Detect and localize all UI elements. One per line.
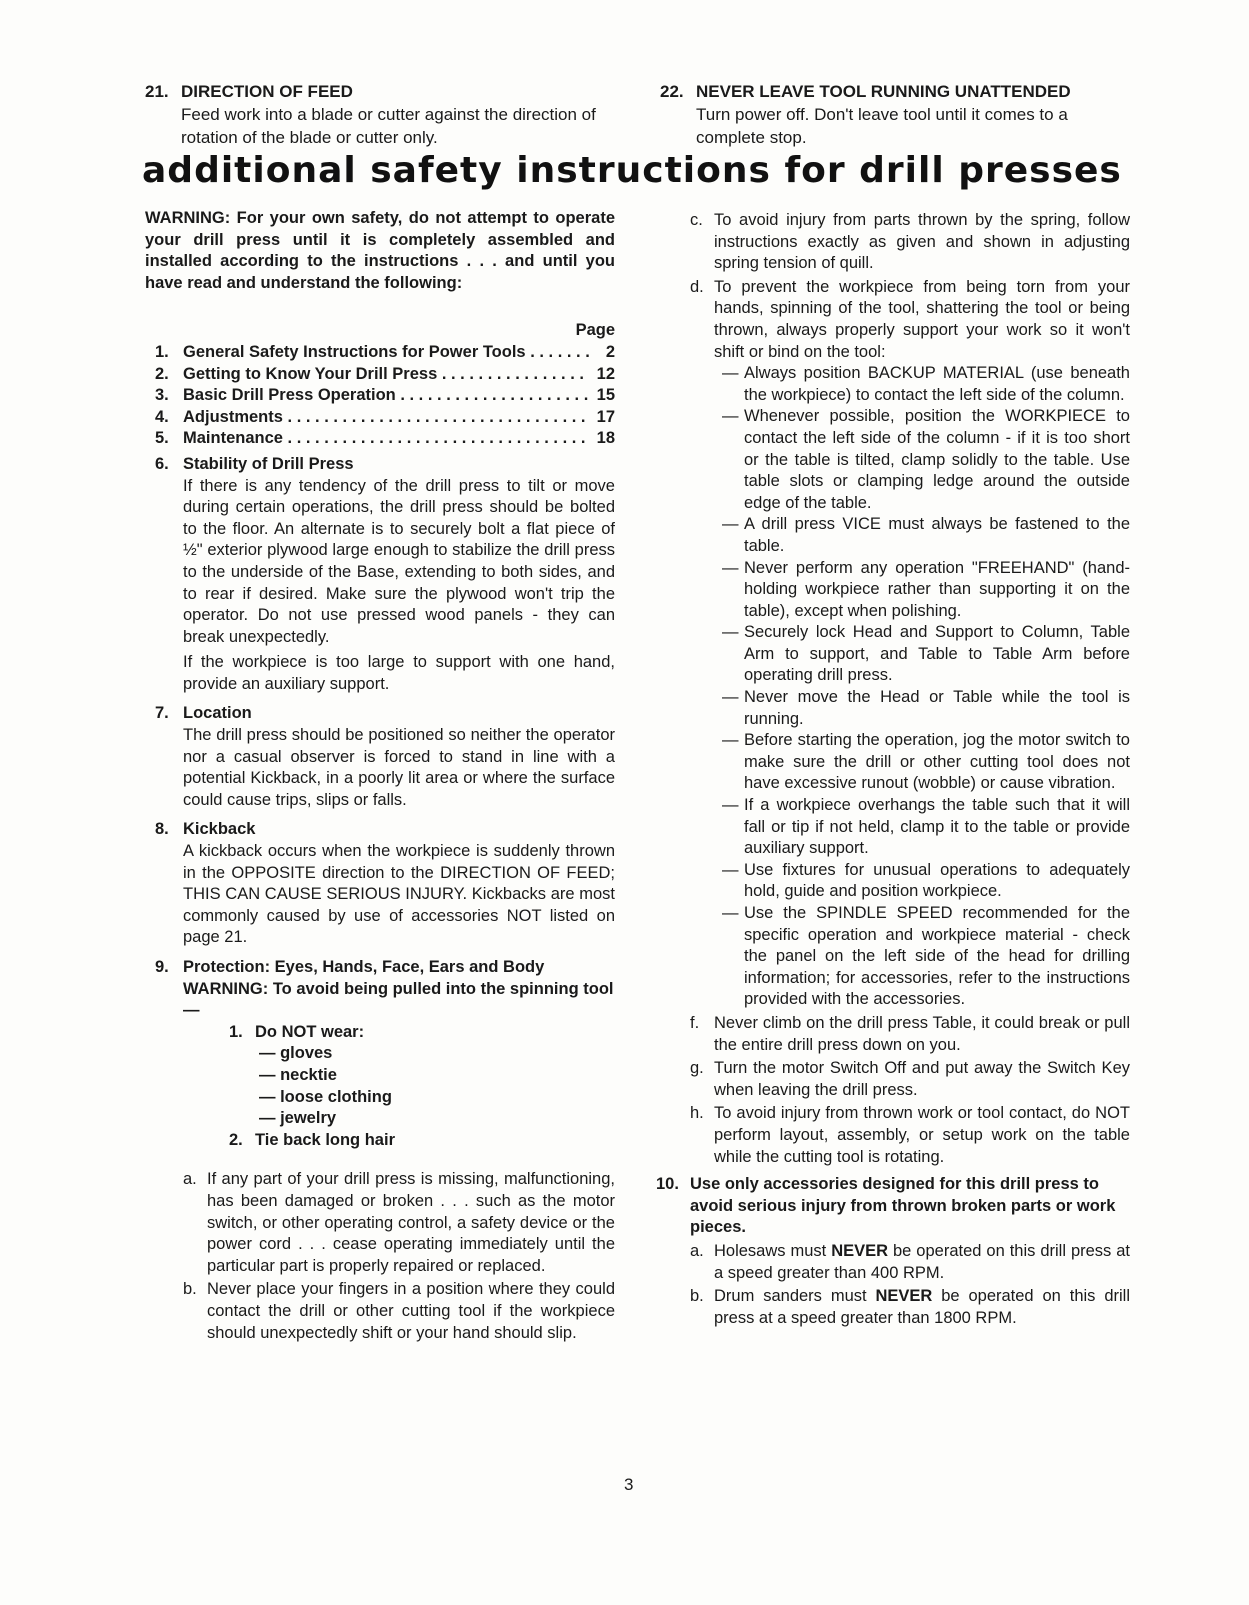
sub-text: Do NOT wear: bbox=[255, 1022, 365, 1041]
toc-number: 1. bbox=[155, 342, 169, 361]
alpha-letter: c. bbox=[690, 211, 703, 229]
alpha-text: Never climb on the drill press Table, it could break or pull the entire drill press down on you. bbox=[714, 1013, 1130, 1054]
toc-page: 12 bbox=[589, 364, 615, 386]
item-7 bbox=[145, 703, 615, 815]
item-number: 10. bbox=[656, 1175, 679, 1194]
item-text: Feed work into a blade or cutter against the direction of rotation of the blade or cutter only. bbox=[181, 105, 596, 147]
toc-title: General Safety Instructions for Power Tools . . . bbox=[183, 342, 589, 364]
toc-title: Adjustments . . . bbox=[183, 407, 589, 429]
never-emphasis: NEVER bbox=[875, 1287, 933, 1306]
toc-title: Getting to Know Your Drill Press . . . bbox=[183, 364, 589, 386]
protection-list bbox=[183, 1022, 615, 1152]
toc-row bbox=[145, 385, 615, 407]
toc-page: 18 bbox=[589, 428, 615, 450]
item-heading: DIRECTION OF FEED bbox=[181, 82, 353, 101]
dash-item: — Never perform any operation "FREEHAND" (hand-holding workpiece rather than supporting it on the table), except when polishing. bbox=[722, 558, 1130, 620]
item-heading: Location bbox=[183, 704, 252, 723]
alpha-item bbox=[690, 1013, 1130, 1056]
holesaw-text-end: be operated on this drill press at a speed greater than 400 RPM. bbox=[714, 1241, 1130, 1282]
alpha-item bbox=[690, 1103, 1130, 1168]
item-heading: Kickback bbox=[183, 820, 256, 839]
alpha-text: If any part of your drill press is missing, malfunctioning, has been damaged or broken . . . such as the motor switch, or other operating control, a safety device or the power cord . . . cease operating immediately until the particular part is properly repaired or replaced. bbox=[207, 1170, 615, 1275]
drum-sander-text-start: Drum sanders must bbox=[714, 1287, 876, 1306]
wear-list bbox=[229, 1043, 615, 1129]
wear-item: — jewelry bbox=[259, 1109, 337, 1128]
dash-item: — Before starting the operation, jog the motor switch to make sure the drill or other cutting tool does not have excessive runout (wobble) or cause vibration. bbox=[722, 731, 1130, 793]
item-paragraph: If there is any tendency of the drill press to tilt or move during certain operations, the drill press should be bolted to the floor. An alternate is to securely bolt a flat piece of ½" exterior plywood large enough to stabilize the drill press to the underside of the Base, extending to both sides, and to rear if desired. Make sure the plywood won't trip the operator. Do not use pressed wood panels - they can break unexpectedly. bbox=[183, 476, 615, 646]
toc-number: 2. bbox=[155, 364, 169, 383]
left-column bbox=[145, 208, 615, 1344]
dash-item: — Always position BACKUP MATERIAL (use beneath the workpiece) to contact the left side of the column. bbox=[722, 364, 1130, 404]
page-number: 3 bbox=[624, 1475, 634, 1494]
warning-paragraph: WARNING: For your own safety, do not attempt to operate your drill press until it is completely assembled and installed according to the instructions . . . and until you have read and understand the following: bbox=[145, 209, 615, 292]
item-number: 21. bbox=[145, 82, 169, 101]
alpha-text: To prevent the workpiece from being torn from your hands, spinning of the tool, shattering the tool or being thrown, always properly support your work so it won't shift or bind on the tool: bbox=[714, 277, 1130, 361]
item-text: Turn power off. Don't leave tool until it comes to a complete stop. bbox=[696, 105, 1068, 147]
toc-row bbox=[145, 407, 615, 429]
dash-item: — A drill press VICE must always be fastened to the table. bbox=[722, 515, 1130, 555]
dash-item: — Whenever possible, position the WORKPIECE to contact the left side of the column - if it is too short or the table is tilted, clamp solidly to the table. Use table slots or clamping ledge around the outside edge of the table. bbox=[722, 407, 1130, 512]
alpha-letter: g. bbox=[690, 1059, 704, 1078]
alpha-text: To avoid injury from thrown work or tool contact, do NOT perform layout, assembly, or setup work on the table while the cutting tool is rotating. bbox=[714, 1104, 1130, 1166]
right-column bbox=[656, 208, 1130, 1329]
sub-text: Tie back long hair bbox=[255, 1130, 395, 1149]
support-dash-list bbox=[690, 363, 1130, 1011]
never-emphasis: NEVER bbox=[831, 1241, 889, 1260]
alpha-item bbox=[183, 1169, 615, 1277]
dash-item: — Securely lock Head and Support to Column, Table Arm to support, and Table to Table Arm before operating drill press. bbox=[722, 623, 1130, 685]
alpha-letter: h. bbox=[690, 1104, 704, 1123]
item-warning: WARNING: To avoid being pulled into the spinning tool — bbox=[183, 979, 614, 1020]
left-alpha-list bbox=[145, 1169, 615, 1344]
item-8 bbox=[145, 819, 615, 953]
dash-item: — If a workpiece overhangs the table such that it will fall or tip if not held, clamp it to the table or provide auxiliary support. bbox=[722, 796, 1130, 858]
toc-page: 17 bbox=[589, 407, 615, 429]
toc-number: 4. bbox=[155, 407, 169, 426]
toc-number: 5. bbox=[155, 429, 169, 448]
wear-item: — gloves bbox=[259, 1044, 333, 1063]
sub-number: 2. bbox=[229, 1130, 243, 1149]
item-6 bbox=[145, 454, 615, 700]
item-number: 8. bbox=[155, 820, 169, 839]
alpha-text: To avoid injury from parts thrown by the spring, follow instructions exactly as given and shown in adjusting spring tension of quill. bbox=[714, 211, 1130, 273]
alpha-text: Turn the motor Switch Off and put away the Switch Key when leaving the drill press. bbox=[714, 1059, 1130, 1099]
item-21 bbox=[145, 80, 615, 149]
dash-item: — Use the SPINDLE SPEED recommended for the specific operation and workpiece material - check the panel on the left side of the head for drilling information; for accessories, refer to the instructions provided with the accessories. bbox=[722, 904, 1130, 1009]
holesaw-text-start: Holesaws must bbox=[714, 1241, 832, 1260]
item-9 bbox=[145, 957, 615, 1151]
drum-sander-text-end: be operated on this drill press at a speed greater than 1800 RPM. bbox=[714, 1287, 1130, 1327]
toc-page: 2 bbox=[589, 342, 615, 364]
item-number: 7. bbox=[155, 704, 169, 723]
toc-title: Maintenance . . . bbox=[183, 428, 589, 450]
dash-item: — Use fixtures for unusual operations to adequately hold, guide and position workpiece. bbox=[722, 860, 1130, 901]
wear-item: — necktie bbox=[259, 1065, 337, 1084]
item-heading: Protection: Eyes, Hands, Face, Ears and Body bbox=[183, 958, 545, 976]
wear-item: — loose clothing bbox=[259, 1087, 392, 1106]
item-number: 22. bbox=[660, 82, 684, 101]
alpha-item-c bbox=[690, 210, 1130, 275]
alpha-text: Never place your fingers in a position where they could contact the drill or other cutting tool if the workpiece should unexpectedly shift or your hand should slip. bbox=[207, 1280, 615, 1342]
toc-page-header: Page bbox=[575, 321, 615, 340]
alpha-letter: d. bbox=[690, 277, 704, 296]
toc-number: 3. bbox=[155, 386, 169, 405]
item-heading: Stability of Drill Press bbox=[183, 454, 354, 473]
item-heading: NEVER LEAVE TOOL RUNNING UNATTENDED bbox=[696, 82, 1071, 101]
alpha-item bbox=[690, 1058, 1130, 1101]
toc-page: 15 bbox=[589, 385, 615, 407]
alpha-item: a. Holesaws must NEVER be operated on this drill press at a speed greater than 400 RPM. bbox=[690, 1241, 1130, 1282]
alpha-letter: f. bbox=[690, 1013, 700, 1032]
section-title: additional safety instructions for drill presses bbox=[142, 150, 1122, 191]
alpha-item: b. Drum sanders must NEVER be operated on this drill press at a speed greater than 1800 RPM. bbox=[690, 1287, 1130, 1327]
dash-item: — Never move the Head or Table while the tool is running. bbox=[722, 688, 1130, 728]
item-10 bbox=[656, 1174, 1130, 1329]
sub-number: 1. bbox=[229, 1022, 243, 1041]
alpha-letter: b. bbox=[183, 1280, 197, 1299]
alpha-letter: a. bbox=[183, 1170, 197, 1189]
item-paragraph: The drill press should be positioned so neither the operator nor a casual observer is forced to stand in line with a potential Kickback, in a poorly lit area or where the surface could cause trips, slips or falls. bbox=[183, 726, 615, 809]
item-paragraph: If the workpiece is too large to support with one hand, provide an auxiliary support. bbox=[183, 653, 615, 693]
alpha-item-d bbox=[690, 277, 1130, 363]
alpha-item bbox=[183, 1279, 615, 1344]
table-of-contents bbox=[145, 342, 615, 450]
toc-row bbox=[145, 342, 615, 364]
toc-title: Basic Drill Press Operation . . . bbox=[183, 385, 589, 407]
item-number: 6. bbox=[155, 454, 169, 473]
item-heading: Use only accessories designed for this drill press to avoid serious injury from thrown broken parts or work pieces. bbox=[690, 1175, 1116, 1237]
toc-row bbox=[145, 364, 615, 386]
item-22 bbox=[660, 80, 1140, 149]
item-number: 9. bbox=[155, 958, 169, 976]
item-paragraph: A kickback occurs when the workpiece is suddenly thrown in the OPPOSITE direction to the DIRECTION OF FEED; THIS CAN CAUSE SERIOUS INJURY. Kickbacks are most commonly caused by use of accessories NOT listed on page 21. bbox=[183, 842, 615, 947]
toc-row bbox=[145, 428, 615, 450]
